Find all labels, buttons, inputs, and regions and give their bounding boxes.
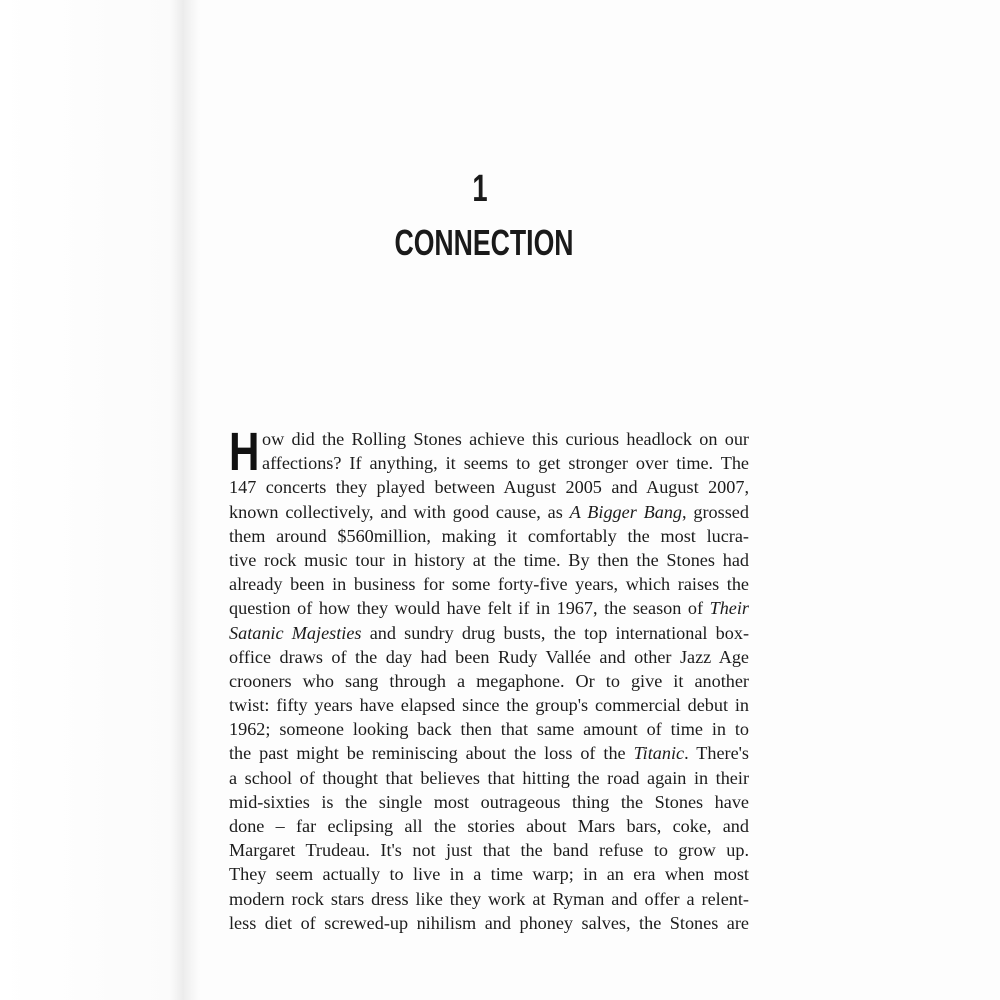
text-line xyxy=(229,887,749,911)
text-line xyxy=(229,693,749,717)
text-line xyxy=(229,645,749,669)
text-line xyxy=(229,572,749,596)
italic-title-span: A Bigger Bang xyxy=(569,501,683,522)
italic-title-span: Titanic xyxy=(633,743,685,764)
text-line xyxy=(229,911,749,935)
text-line xyxy=(229,814,749,838)
text-span: a school of thought that believes that hitting the road again in their xyxy=(229,767,749,788)
text-span: twist: fifty years have elapsed since the group's commercial debut in xyxy=(229,695,749,716)
text-span: them around $560million, making it comfortably the most lucra- xyxy=(229,525,749,546)
text-line xyxy=(229,862,749,886)
text-line xyxy=(229,790,749,814)
text-span: 1962; someone looking back then that same amount of time in to xyxy=(229,719,749,740)
text-span: crooners who sang through a megaphone. Or to give it another xyxy=(229,670,749,691)
text-line xyxy=(229,766,749,790)
text-line xyxy=(229,669,749,693)
chapter-number: 1 xyxy=(472,168,488,210)
text-span: They seem actually to live in a time warp; in an era when most xyxy=(229,864,749,885)
text-line xyxy=(229,741,749,765)
text-span: question of how they would have felt if in 1967, the season of xyxy=(229,598,710,619)
italic-title-span: Their xyxy=(709,598,749,619)
page-gutter-shadow xyxy=(0,0,200,1000)
text-line xyxy=(229,621,749,645)
text-line xyxy=(229,427,749,451)
text-span: and sundry drug busts, the top international box- xyxy=(361,622,749,643)
text-span: 147 concerts they played between August 2005 and August 2007, xyxy=(229,477,749,498)
italic-title-span: Satanic Majesties xyxy=(229,622,362,643)
text-line xyxy=(229,717,749,741)
text-line xyxy=(229,475,749,499)
text-span: mid-sixties is the single most outrageous thing the Stones have xyxy=(229,791,749,812)
text-span: affections? If anything, it seems to get stronger over time. The xyxy=(262,453,749,474)
chapter-title: CONNECTION xyxy=(394,222,574,263)
text-line xyxy=(229,596,749,620)
text-span: less diet of screwed-up nihilism and phoney salves, the Stones are xyxy=(229,912,749,933)
text-line xyxy=(229,524,749,548)
text-span: Margaret Trudeau. It's not just that the band refuse to grow up. xyxy=(229,840,749,861)
text-span: . There's xyxy=(684,743,749,764)
text-span: the past might be reminiscing about the loss of the xyxy=(229,743,634,764)
text-span: modern rock stars dress like they work at Ryman and offer a relent- xyxy=(229,888,749,909)
text-span: office draws of the day had been Rudy Vallée and other Jazz Age xyxy=(229,646,749,667)
text-span: , grossed xyxy=(682,501,749,522)
text-line xyxy=(229,838,749,862)
text-line xyxy=(229,500,749,524)
drop-cap: H xyxy=(229,422,260,482)
body-paragraph xyxy=(229,422,749,935)
text-span: done – far eclipsing all the stories about Mars bars, coke, and xyxy=(229,816,749,836)
text-span: ow did the Rolling Stones achieve this curious headlock on our xyxy=(262,429,749,449)
text-line xyxy=(229,451,749,475)
text-span: already been in business for some forty-five years, which raises the xyxy=(229,574,749,595)
text-span: tive rock music tour in history at the time. By then the Stones had xyxy=(229,549,749,570)
text-span: known collectively, and with good cause, as xyxy=(229,501,570,522)
text-line xyxy=(229,548,749,572)
